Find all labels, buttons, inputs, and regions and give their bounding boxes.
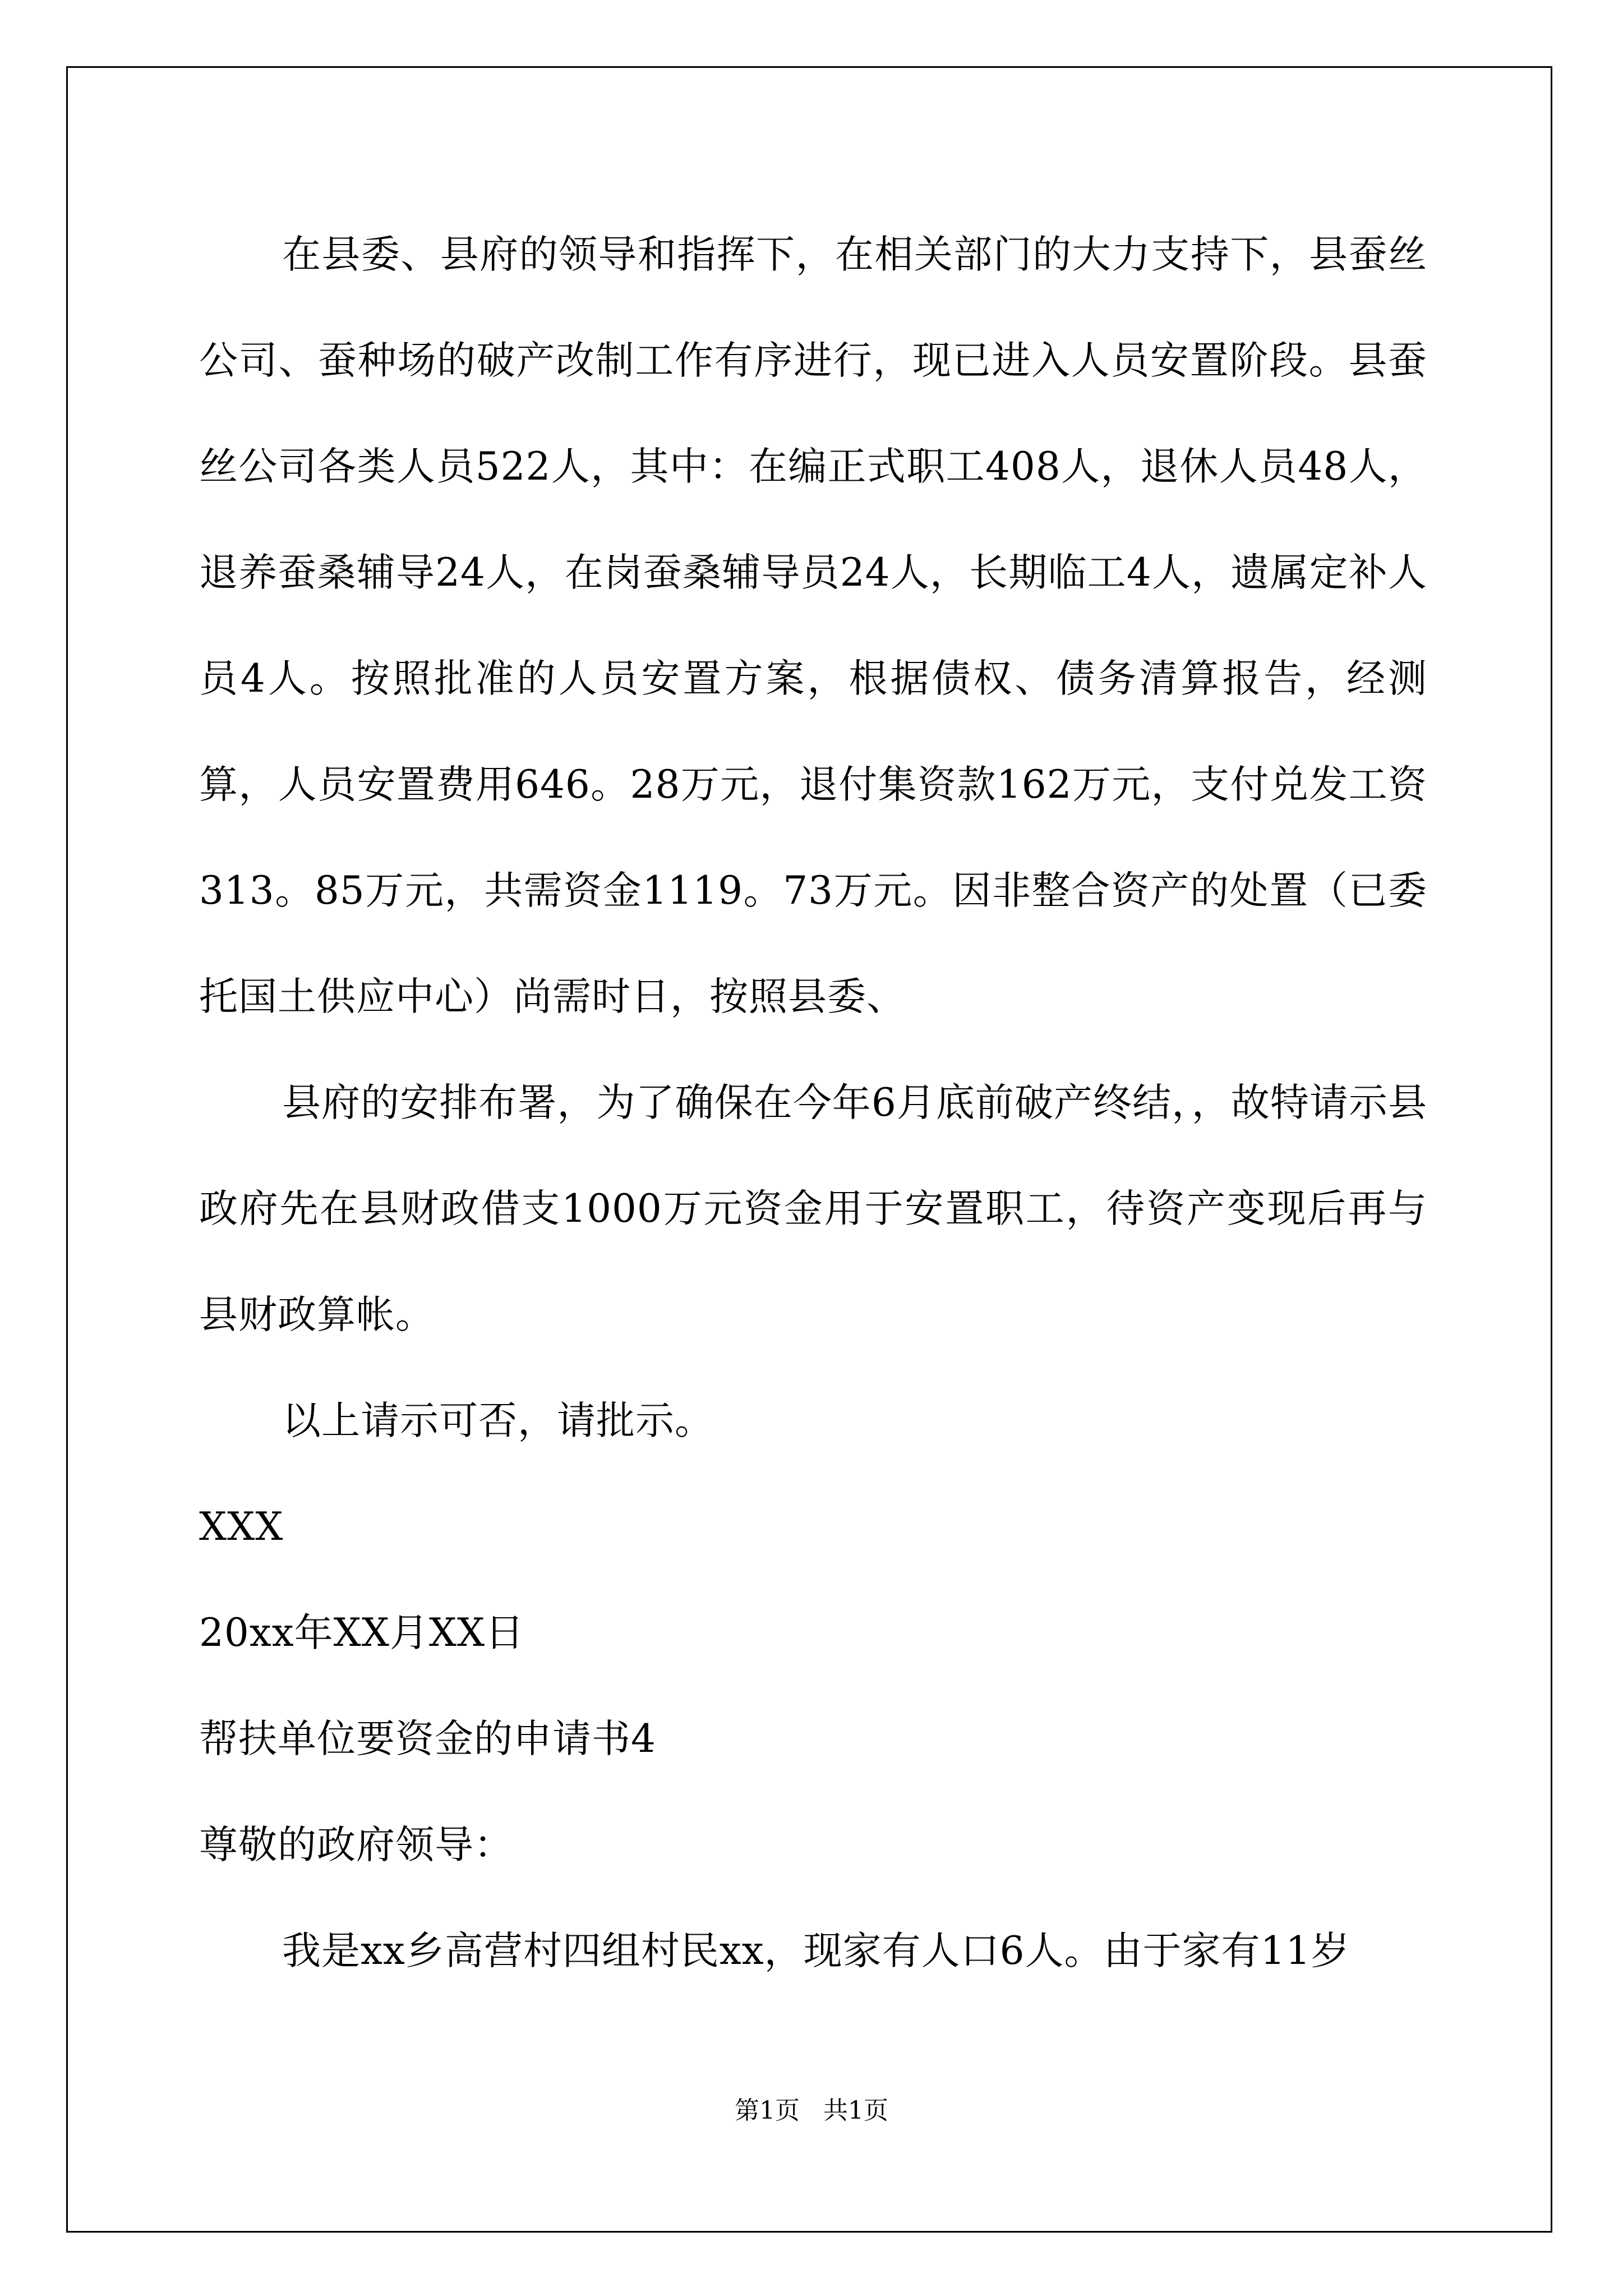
signature: XXX <box>199 1504 284 1549</box>
date-line: 20xx年XX月XX日 <box>199 1611 525 1655</box>
document-body <box>199 202 1427 2004</box>
page-total: 共1页 <box>823 2096 888 2125</box>
section-title: 帮扶单位要资金的申请书4 <box>199 1717 656 1761</box>
page-footer <box>0 2094 1623 2128</box>
body-paragraph: 县府的安排布署，为了确保在今年6月底前破产终结，，故特请示县政府先在县财政借支1000万元资金用于安置职工，待资产变现后再与县财政算帐。 <box>199 1080 1427 1337</box>
page-number: 第1页 <box>735 2096 800 2125</box>
body-paragraph: 以上请示可否，请批示。 <box>282 1398 714 1443</box>
salutation: 尊敬的政府领导： <box>199 1823 513 1867</box>
body-paragraph: 在县委、县府的领导和指挥下，在相关部门的大力支持下，县蚕丝公司、蚕种场的破产改制工作有序进行，现已进入人员安置阶段。县蚕丝公司各类人员522人，其中：在编正式职工408人，退休人员48人，退养蚕桑辅导24人，在岗蚕桑辅导员24人，长期临工4人，遗属定补人员4人。按照批准的人员安置方案，根据债权、债务清算报告，经测算，人员安置费用646。28万元，退付集资款162万元，支付兑发工资313。85万元，共需资金1119。73万元。因非整合资产的处置（已委托国土供应中心）尚需时日，按照县委、 <box>199 232 1427 1019</box>
body-paragraph: 我是xx乡高营村四组村民xx，现家有人口6人。由于家有11岁 <box>282 1929 1350 1973</box>
